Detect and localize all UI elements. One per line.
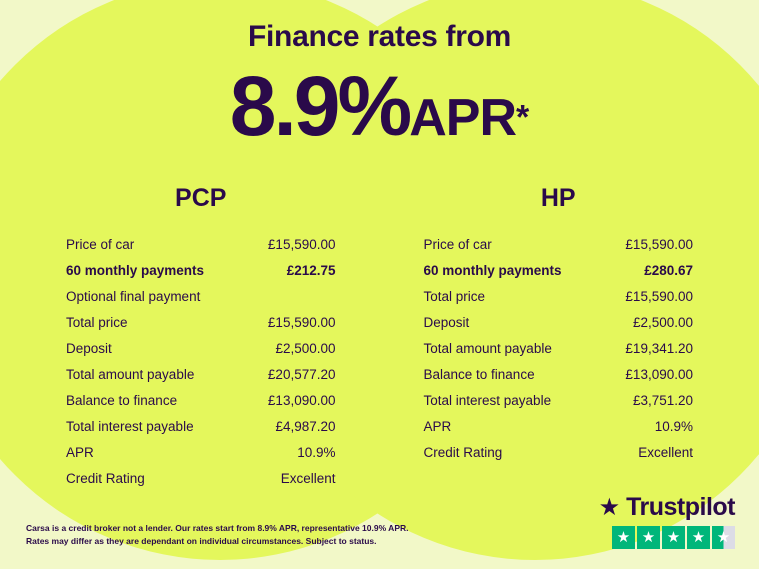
apr-asterisk: *	[516, 98, 530, 137]
table-row	[66, 283, 336, 309]
disclaimer-line-1: Carsa is a credit broker not a lender. Our rates start from 8.9% APR, representative 10.9% APR.	[26, 523, 409, 534]
table-row	[66, 335, 336, 361]
row-label: Price of car	[66, 236, 135, 252]
row-label: Price of car	[423, 236, 492, 252]
row-label: Deposit	[66, 340, 112, 356]
finance-table-hp	[380, 184, 738, 491]
finance-table-pcp	[22, 184, 380, 491]
row-value: Excellent	[280, 470, 336, 486]
table-row	[424, 231, 694, 257]
row-value: £3,751.20	[632, 392, 693, 408]
star-icon: ★	[662, 526, 685, 549]
disclaimer-line-2: Rates may differ as they are dependant on individual circumstances. Subject to status.	[26, 535, 377, 546]
hp-title: HP	[540, 184, 576, 212]
page-title: Finance rates from	[247, 20, 512, 53]
row-value: £13,090.00	[625, 366, 693, 382]
row-label: APR	[66, 444, 94, 460]
row-label: Total interest payable	[66, 418, 194, 434]
table-row	[424, 361, 694, 387]
row-value: £280.67	[644, 262, 693, 278]
row-label: Balance to finance	[423, 366, 535, 382]
table-row	[424, 413, 694, 439]
row-label: 60 monthly payments	[66, 262, 205, 278]
apr-headline	[0, 59, 759, 153]
star-icon: ★	[637, 526, 660, 549]
table-row	[424, 283, 694, 309]
row-label: Optional final payment	[66, 288, 201, 304]
table-row	[66, 231, 336, 257]
row-value: 10.9%	[654, 418, 693, 434]
table-row	[424, 439, 694, 465]
row-value: £2,500.00	[275, 340, 336, 356]
row-label: Total amount payable	[423, 340, 552, 356]
star-half-icon: ★	[712, 526, 735, 549]
star-icon: ★	[612, 526, 635, 549]
star-icon: ★	[687, 526, 710, 549]
table-row	[66, 439, 336, 465]
apr-word: APR	[409, 89, 517, 147]
table-row	[66, 413, 336, 439]
legal-disclaimer	[26, 522, 409, 547]
row-label: Total amount payable	[66, 366, 195, 382]
row-label: APR	[423, 418, 452, 434]
table-row	[424, 387, 694, 413]
row-value: £212.75	[286, 262, 336, 278]
table-row	[66, 387, 336, 413]
trustpilot-rating-stars	[599, 526, 735, 549]
table-row	[66, 257, 336, 283]
row-label: Balance to finance	[66, 392, 178, 408]
finance-tables	[0, 184, 759, 491]
trustpilot-star-icon: ★	[598, 493, 621, 521]
row-value: 10.9%	[297, 444, 336, 460]
row-label: 60 monthly payments	[423, 262, 562, 278]
table-row	[66, 361, 336, 387]
row-value: Excellent	[638, 444, 693, 460]
row-label: Deposit	[423, 314, 470, 330]
row-value: £20,577.20	[267, 366, 336, 382]
row-label: Total interest payable	[423, 392, 552, 408]
row-value: £2,500.00	[632, 314, 693, 330]
row-label: Credit Rating	[66, 470, 145, 486]
row-label: Total price	[423, 288, 486, 304]
trustpilot-logo	[599, 493, 735, 522]
table-row	[66, 309, 336, 335]
trustpilot-badge	[599, 493, 735, 549]
row-value: £4,987.20	[275, 418, 336, 434]
table-row	[424, 257, 694, 283]
table-row	[424, 309, 694, 335]
row-value: £15,590.00	[625, 288, 693, 304]
row-value: £13,090.00	[267, 392, 336, 408]
row-value: £15,590.00	[267, 236, 336, 252]
row-label: Total price	[66, 314, 128, 330]
table-row	[424, 335, 694, 361]
row-value: £15,590.00	[267, 314, 336, 330]
row-value: £19,341.20	[625, 340, 693, 356]
row-label: Credit Rating	[423, 444, 503, 460]
apr-rate: 8.9%	[229, 59, 410, 153]
table-row	[66, 465, 336, 491]
row-value: £15,590.00	[625, 236, 693, 252]
trustpilot-name: Trustpilot	[626, 493, 735, 521]
pcp-title: PCP	[175, 184, 227, 212]
